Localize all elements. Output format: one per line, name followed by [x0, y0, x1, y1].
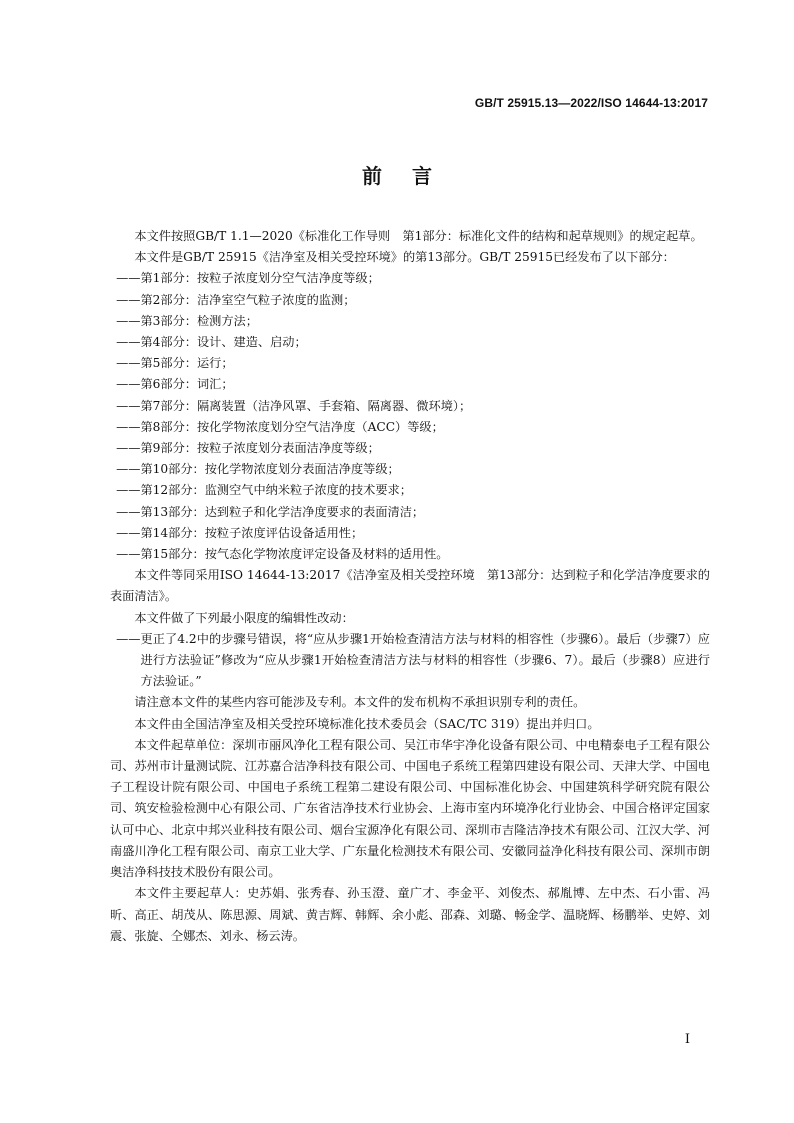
- foreword-body: [110, 226, 710, 947]
- paragraph-series-intro: 本文件是GB/T 25915《洁净室及相关受控环境》的第13部分。GB/T 25915已经发布了以下部分：: [134, 250, 675, 265]
- paragraph-editorial-changes: 本文件做了下列最小限度的编辑性改动：: [134, 610, 354, 625]
- standard-number-header: GB/T 25915.13—2022/ISO 14644-13:2017: [474, 96, 708, 110]
- page-title: 前言: [362, 164, 462, 188]
- list-item: ——第3部分：检测方法；: [116, 313, 258, 328]
- list-item: ——第14部分：按粒子浓度评估设备适用性；: [116, 525, 364, 540]
- editorial-change-item: ——更正了4.2中的步骤号错误，将“应从步骤1开始检查清洁方法与材料的相容性（步骤6）。最后（步骤7）应进行方法验证”修改为“应从步骤1开始检查清洁方法与材料的相容性（步骤6、7）。最后（步骤8）应进行方法验证。”: [116, 631, 710, 689]
- paragraph-adoption: 本文件等同采用ISO 14644-13:2017《洁净室及相关受控环境 第13部分：达到粒子和化学洁净度要求的表面清洁》。: [110, 568, 710, 604]
- list-item: ——第8部分：按化学物浓度划分空气洁净度（ACC）等级；: [116, 419, 444, 434]
- parts-list: [110, 268, 710, 565]
- paragraph-drafters: 本文件主要起草人：史苏娟、张秀春、孙玉澄、童广才、李金平、刘俊杰、郝胤博、左中杰、石小雷、冯昕、高正、胡茂从、陈思源、周斌、黄吉辉、韩辉、余小彪、邵森、刘璐、畅金学、温晓辉、杨鹏举、史婷、刘震、张旋、仝娜杰、刘永、杨云涛。: [110, 886, 710, 943]
- list-item: ——第1部分：按粒子浓度划分空气洁净度等级；: [116, 271, 380, 286]
- paragraph-drafting-units: 本文件起草单位：深圳市丽风净化工程有限公司、吴江市华宇净化设备有限公司、中电精泰电子工程有限公司、苏州市计量测试院、江苏嘉合洁净科技有限公司、中国电子系统工程第四建设有限公司、天津大学、中国电子工程设计院有限公司、中国电子系统工程第二建设有限公司、中国标准化协会、中国建筑科学研究院有限公司、筑安检验检测中心有限公司、广东省洁净技术行业协会、上海市室内环境净化行业协会、中国合格评定国家认可中心、北京中邦兴业科技有限公司、烟台宝源净化有限公司、深圳市吉隆洁净技术有限公司、江汉大学、河南盛川净化工程有限公司、南京工业大学、广东量化检测技术有限公司、安徽同益净化科技有限公司、深圳市朗奥洁净科技技术股份有限公司。: [110, 737, 710, 880]
- list-item: ——第9部分：按粒子浓度划分表面洁净度等级；: [116, 441, 380, 456]
- list-item: ——第12部分：监测空气中纳米粒子浓度的技术要求；: [116, 483, 412, 498]
- list-item: ——第6部分：词汇；: [116, 377, 234, 392]
- paragraph-committee: 本文件由全国洁净室及相关受控环境标准化技术委员会（SAC/TC 319）提出并归口。: [134, 716, 600, 731]
- list-item: ——第15部分：按气态化学物浓度评定设备及材料的适用性。: [116, 547, 449, 562]
- list-item: ——第5部分：运行；: [116, 356, 234, 371]
- page-number: I: [684, 1032, 690, 1047]
- list-item: ——第2部分：洁净室空气粒子浓度的监测；: [116, 292, 356, 307]
- paragraph-drafting-rules: 本文件按照GB/T 1.1—2020《标准化工作导则 第1部分：标准化文件的结构和起草规则》的规定起草。: [134, 229, 703, 243]
- list-item: ——第13部分：达到粒子和化学洁净度要求的表面清洁；: [116, 504, 425, 519]
- list-item: ——第7部分：隔离装置（洁净风罩、手套箱、隔离器、微环境）；: [116, 398, 472, 413]
- list-item: ——第4部分：设计、建造、启动；: [116, 335, 307, 350]
- paragraph-patent-notice: 请注意本文件的某些内容可能涉及专利。本文件的发布机构不承担识别专利的责任。: [134, 695, 586, 710]
- list-item: ——第10部分：按化学物浓度划分表面洁净度等级；: [116, 462, 400, 477]
